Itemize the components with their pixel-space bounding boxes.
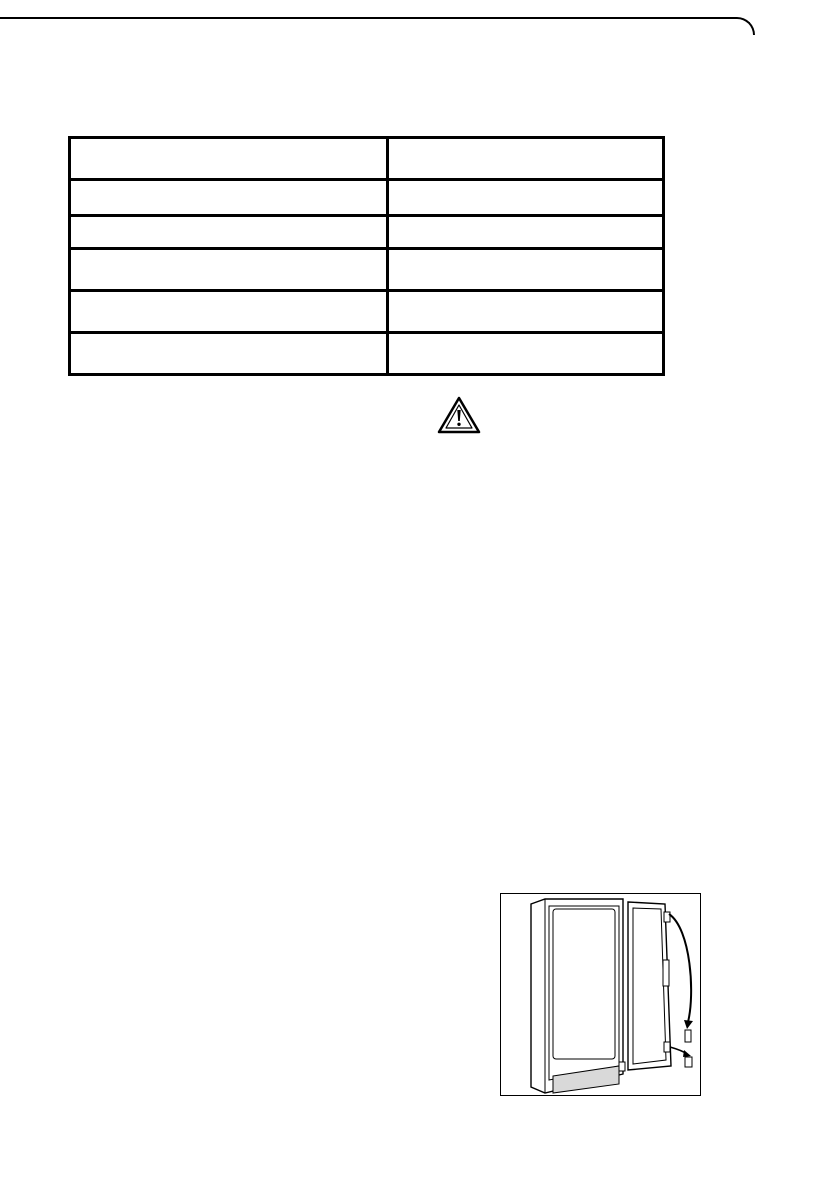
table-row	[70, 216, 664, 249]
table-row	[70, 291, 664, 333]
table-cell-value	[388, 291, 664, 333]
table-cell-label	[70, 291, 388, 333]
table-row	[70, 333, 664, 375]
header-corner-rule	[0, 17, 755, 35]
table-cell-label	[70, 180, 388, 216]
table-cell-value	[388, 333, 664, 375]
table-cell-label	[70, 138, 388, 180]
table-row	[70, 138, 664, 180]
appliance-door-reversal-illustration	[500, 893, 701, 1096]
table-cell-label	[70, 333, 388, 375]
table-row	[70, 180, 664, 216]
table-row	[70, 249, 664, 291]
table-cell-label	[70, 216, 388, 249]
table-cell-value	[388, 180, 664, 216]
table-cell-label	[70, 249, 388, 291]
table-cell-value	[388, 138, 664, 180]
table-cell-value	[388, 216, 664, 249]
spec-table	[68, 136, 665, 376]
table-cell-value	[388, 249, 664, 291]
warning-triangle-icon	[436, 395, 482, 435]
